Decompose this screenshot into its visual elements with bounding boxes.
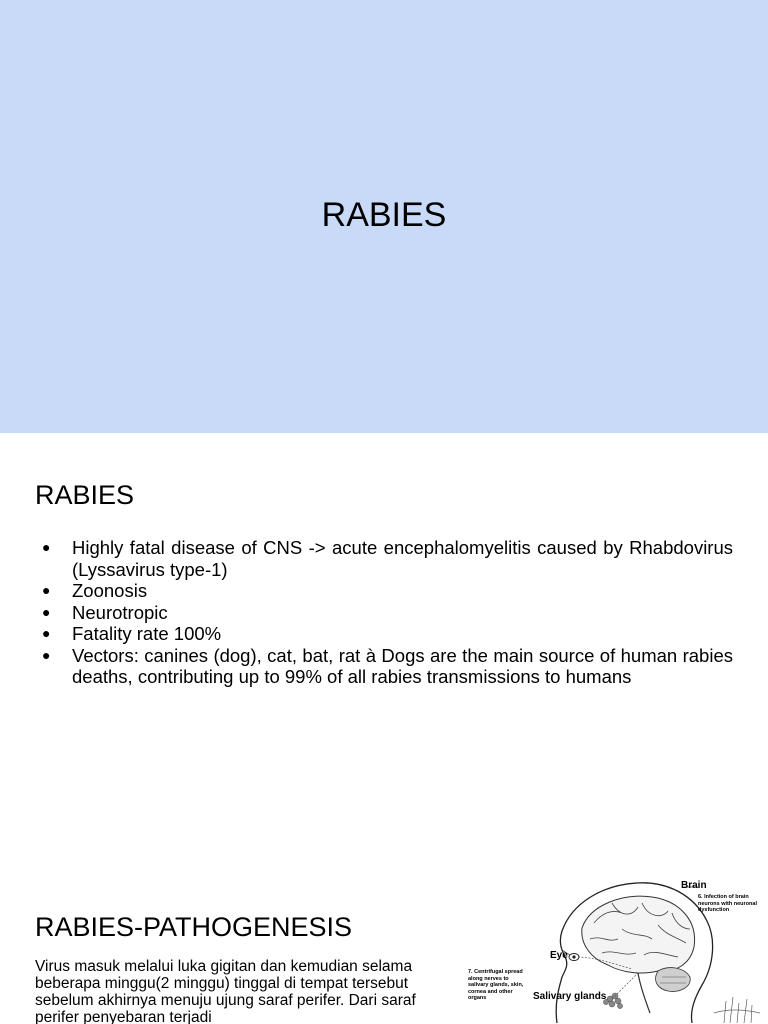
slide-heading: RABIES-PATHOGENESIS — [35, 912, 353, 942]
slide-title: RABIES — [321, 196, 447, 234]
bullet-dot-icon: ● — [42, 603, 51, 620]
bullet-item — [35, 580, 733, 602]
overview-slide — [0, 433, 768, 865]
bullet-text: Fatality rate 100% — [72, 623, 222, 644]
bullet-list — [35, 537, 733, 688]
bullet-text: Neurotropic — [72, 601, 168, 623]
bullet-item — [35, 645, 733, 688]
note-infection-label: 6. Infection of brain neurons with neuronal dysfunction — [698, 894, 757, 913]
note-spread-label: 7. Centrifugal spread along nerves to salivary glands, skin, cornea and other organs — [468, 969, 524, 1001]
bullet-dot-icon: ● — [42, 582, 51, 598]
bullet-dot-icon: ● — [42, 625, 51, 641]
bullet-item — [35, 537, 733, 580]
title-slide — [0, 0, 768, 433]
pathogenesis-slide — [0, 865, 768, 1024]
bullet-text: Zoonosis — [72, 580, 148, 601]
bullet-text: Vectors: canines (dog), cat, bat, rat à Dogs are the main source of human rabies deaths, contributing up to 99% of all rabies transmissions to humans — [72, 644, 733, 687]
bullet-text: Highly fatal disease of CNS -> acute encephalomyelitis caused by Rhabdovirus (Lyssavirus type-1) — [72, 537, 733, 580]
slide-body-text: Virus masuk melalui luka gigitan dan kemudian selama beberapa minggu(2 minggu) tinggal di tempat tersebut sebelum akhirnya menuju ujung saraf perifer. Dari saraf perifer penyebaran terjadi — [35, 958, 416, 1024]
slide-heading: RABIES — [35, 480, 135, 510]
bullet-dot-icon: ● — [42, 646, 51, 663]
bullet-item — [35, 623, 733, 645]
salivary-glands-label: Salivary glands — [533, 991, 607, 1002]
brain-label: Brain — [681, 880, 707, 891]
eye-label: Eye — [550, 950, 568, 961]
bullet-dot-icon: ● — [42, 539, 51, 555]
head-anatomy-diagram — [462, 873, 762, 1024]
bullet-item — [35, 602, 733, 624]
